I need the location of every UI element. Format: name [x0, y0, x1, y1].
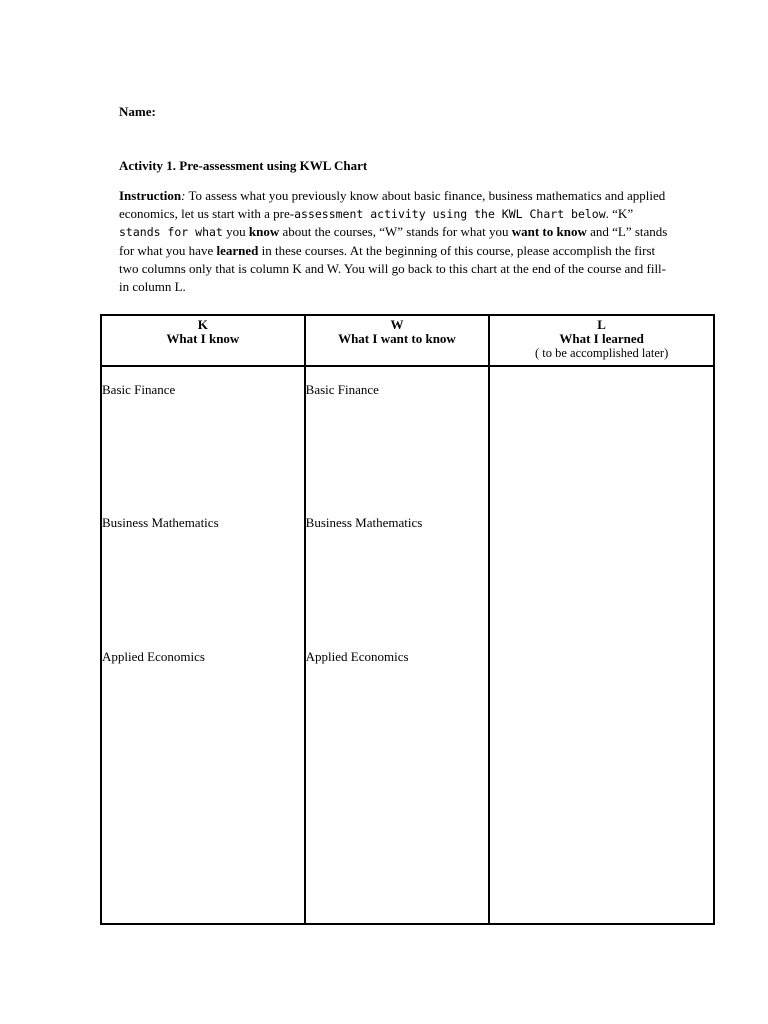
k-topic-basic-finance: Basic Finance — [102, 382, 176, 397]
instruction-paragraph — [119, 187, 671, 296]
column-w-cell[interactable] — [305, 366, 490, 924]
column-w-letter: W — [390, 317, 404, 332]
activity-title: Activity 1. Pre-assessment using KWL Chart — [119, 158, 368, 173]
instruction-text-1: To assess what you previously know about basic finance, business mathematics and applied economics, let us start with a pre- — [119, 188, 666, 222]
instruction-want-to-know: want to know — [511, 224, 587, 240]
instruction-text-7: and “L” stands for what you have — [119, 224, 668, 258]
kwl-header-row — [101, 315, 714, 366]
instruction-text-2: assessment activity using the KWL Chart below — [294, 207, 606, 222]
column-k-title: What I know — [166, 331, 240, 346]
column-header-l — [489, 315, 714, 366]
w-topic-applied-economics: Applied Economics — [305, 649, 409, 664]
k-topic-applied-economics: Applied Economics — [102, 649, 205, 664]
instruction-know: know — [248, 224, 280, 240]
instruction-label: Instruction — [119, 188, 182, 203]
instruction-text-6: about the courses, “W” stands for what you — [279, 224, 512, 240]
column-l-title: What I learned — [559, 331, 644, 346]
k-topic-business-mathematics: Business Mathematics — [102, 515, 219, 530]
instruction-text-8: in these courses. At the beginning of this course, please accomplish the first two columns only that is column K and W. You will go back to this chart at the end of the course and fill-in column L. — [119, 242, 667, 295]
name-label: Name: — [119, 104, 156, 119]
instruction-text-4: stands for what — [119, 225, 223, 240]
instruction-learned: learned — [216, 242, 259, 258]
column-header-k — [101, 315, 305, 366]
instruction-colon: : — [181, 188, 186, 203]
instruction-text-5: you — [222, 224, 249, 240]
column-l-note: ( to be accomplished later) — [534, 346, 669, 360]
w-topic-basic-finance: Basic Finance — [305, 382, 379, 397]
column-k-letter: K — [197, 317, 208, 332]
instruction-text-3: . “K” — [605, 206, 634, 222]
column-header-w — [305, 315, 490, 366]
w-topic-business-mathematics: Business Mathematics — [305, 515, 423, 530]
column-k-cell[interactable] — [101, 366, 305, 924]
column-w-title: What I want to know — [338, 331, 456, 346]
kwl-body-row — [101, 366, 714, 924]
column-l-cell[interactable] — [489, 366, 714, 924]
column-l-letter: L — [597, 317, 606, 332]
kwl-chart-table — [100, 314, 715, 925]
